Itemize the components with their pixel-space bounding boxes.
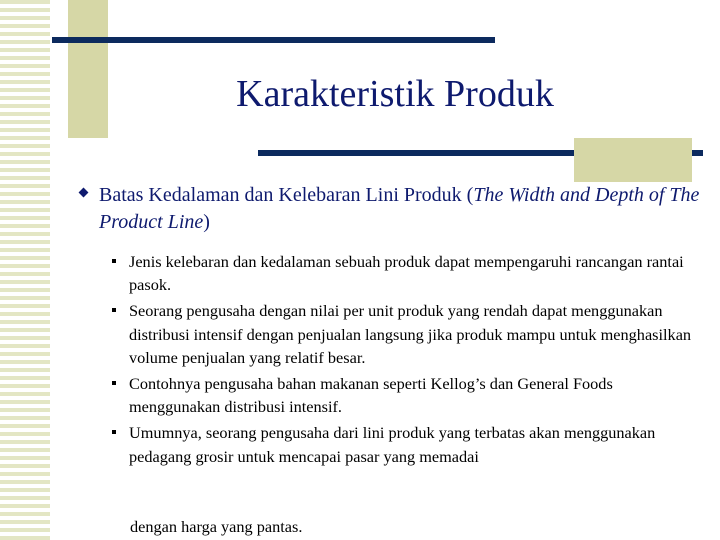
square-bullet-icon xyxy=(112,308,116,312)
list-item xyxy=(112,299,692,369)
left-stripe-decoration xyxy=(0,0,50,540)
sub-bullet-text: Jenis kelebaran dan kedalaman sebuah produk dapat mempengaruhi rancangan rantai pasok. xyxy=(129,252,684,295)
diamond-bullet-icon xyxy=(79,188,89,198)
square-bullet-icon xyxy=(112,430,116,434)
main-bullet xyxy=(80,182,700,236)
right-olive-block xyxy=(574,138,692,182)
continuation-text: dengan harga yang pantas. xyxy=(130,517,303,536)
main-bullet-italic: The Width and Depth of The Product Line xyxy=(99,184,700,233)
sub-bullet-list xyxy=(112,250,692,471)
top-olive-block xyxy=(68,0,108,138)
square-bullet-icon xyxy=(112,381,116,385)
slide-title: Karakteristik Produk xyxy=(236,73,554,115)
main-bullet-text xyxy=(99,182,700,236)
list-item xyxy=(112,421,692,467)
sub-bullet-text: Seorang pengusaha dengan nilai per unit produk yang rendah dapat menggunakan distribusi intensif dengan penjualan langsung jika produk mampu untuk menghasilkan volume penjualan yang relatif besar. xyxy=(129,301,692,367)
list-item xyxy=(112,250,692,296)
square-bullet-icon xyxy=(112,259,116,263)
main-bullet-text-end: ) xyxy=(203,211,210,233)
sub-bullet-text: Umumnya, seorang pengusaha dari lini produk yang terbatas akan menggunakan pedagang grosir untuk mencapai pasar yang memadai xyxy=(129,423,656,466)
sub-bullet-text: Contohnya pengusaha bahan makanan seperti Kellog’s dan General Foods menggunakan distribusi intensif. xyxy=(129,374,613,417)
main-bullet-text-start: Batas Kedalaman dan Kelebaran Lini Produk ( xyxy=(99,184,474,206)
top-accent-bar xyxy=(52,37,495,43)
list-item xyxy=(112,372,692,418)
